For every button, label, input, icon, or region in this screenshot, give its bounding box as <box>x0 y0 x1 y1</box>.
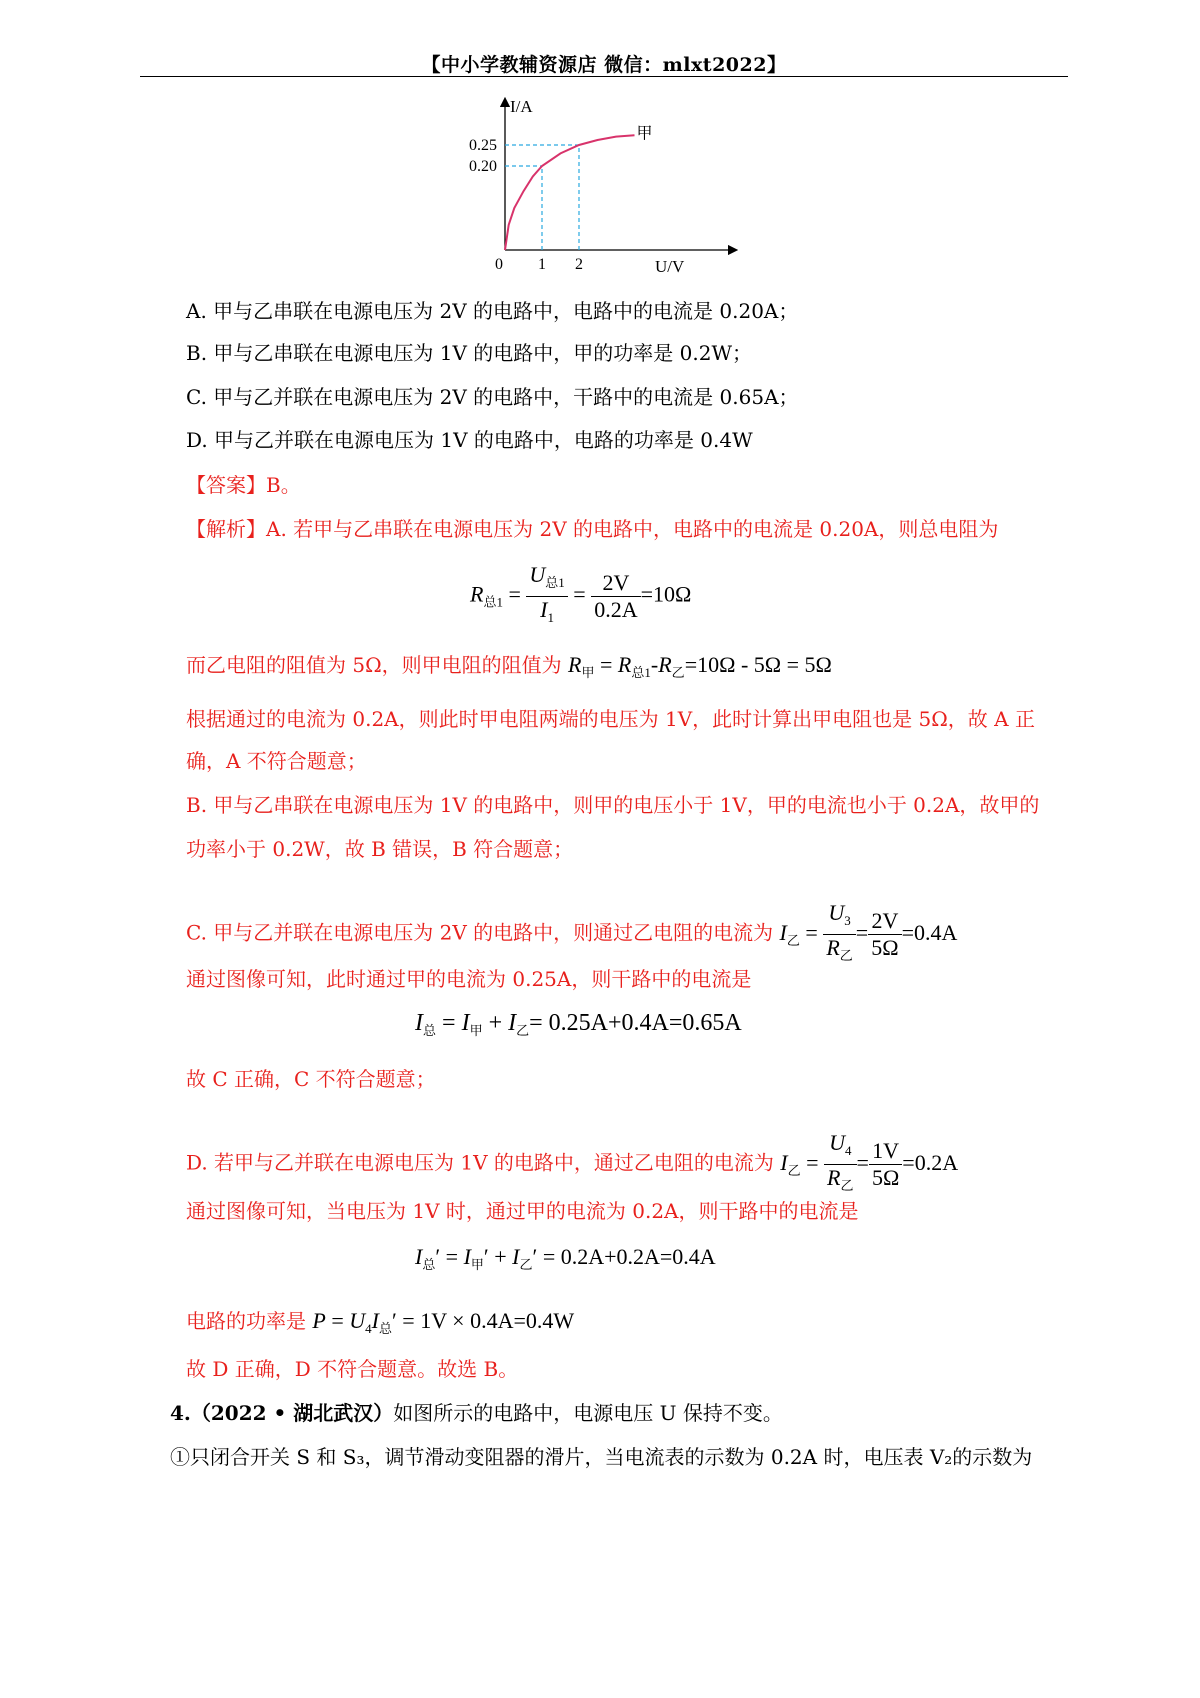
analysis-text: 电路的功率是 <box>186 1309 306 1333</box>
x-tick-label: 1 <box>538 256 546 273</box>
eq-sub: 甲 <box>470 1257 484 1272</box>
eq-symbol: U <box>349 1308 366 1333</box>
eq-value: =10Ω - 5Ω = 5Ω <box>684 652 832 677</box>
eq-value: = 1V × 0.4A=0.4W <box>402 1308 575 1333</box>
analysis-c-line3: 故 C 正确，C 不符合题意； <box>186 1067 436 1091</box>
eq-sub: 总1 <box>545 575 565 590</box>
equation-power: $P = U_4I_总' = 1V \times 0.4A=0.4W$ <box>312 1308 575 1336</box>
eq-sub: 总 <box>422 1257 436 1272</box>
y-tick-label: 0.20 <box>469 158 497 175</box>
analysis-b-line2: 功率小于 0.2W，故 B 错误，B 符合题意； <box>186 837 574 861</box>
eq-sub: 甲 <box>581 665 595 680</box>
x-axis-label: U/V <box>655 257 685 276</box>
eq-sub: 总 <box>378 1321 392 1336</box>
eq-symbol: I <box>780 1149 788 1175</box>
fraction <box>823 900 855 969</box>
analysis-text: D. 若甲与乙并联在电源电压为 1V 的电路中，通过乙电阻的电流为 <box>186 1150 774 1175</box>
eq-symbol: R <box>617 652 632 677</box>
eq-value: = 0.2A+0.2A=0.4A <box>542 1244 716 1269</box>
equation-total-current-c: $I_总 = I_甲 + I_乙= 0.25A+0.4A=0.65A$ <box>415 1010 742 1038</box>
eq-symbol: I <box>779 919 787 945</box>
fraction <box>869 1138 902 1191</box>
eq-symbol: R <box>470 581 484 607</box>
eq-value: =0.2A <box>902 1149 959 1175</box>
analysis-d-line4: 故 D 正确，D 不符合题意。故选 B。 <box>186 1357 519 1381</box>
eq-sub: 乙 <box>519 1257 533 1272</box>
option-c: C. 甲与乙并联在电源电压为 2V 的电路中，干路中的电流是 0.65A； <box>186 385 799 409</box>
eq-symbol: I <box>415 1244 423 1269</box>
analysis-a-line4: 确，A 不符合题意； <box>186 749 367 773</box>
eq-symbol: I <box>463 1244 471 1269</box>
analysis-label: 【解析】 <box>186 517 266 541</box>
guide-lines <box>505 145 579 250</box>
option-a: A. 甲与乙串联在电源电压为 2V 的电路中，电路中的电流是 0.20A； <box>186 299 799 323</box>
iu-chart <box>469 97 745 300</box>
question-4-line2: ①只闭合开关 S 和 S₃，调节滑动变阻器的滑片，当电流表的示数为 0.2A 时，电压表 V₂的示数为 <box>170 1445 1033 1469</box>
eq-symbol: I <box>508 1010 517 1036</box>
analysis-d-line3 <box>186 1308 574 1342</box>
fraction <box>824 1130 856 1199</box>
eq-symbol: U <box>829 1130 845 1155</box>
y-tick-label: 0.25 <box>469 137 497 154</box>
eq-value: 1V <box>869 1138 902 1165</box>
origin-label: 0 <box>495 256 503 273</box>
analysis-a-line3: 根据通过的电流为 0.2A，则此时甲电阻两端的电压为 1V，此时计算出甲电阻也是 5Ω，故 A 正 <box>186 707 1035 731</box>
equation-yi-current-c: $I_乙$ = $\frac{U_3}{R_乙}$ = $\frac{2V}{5\Omega}$ =0.4A <box>780 920 958 945</box>
eq-value: =0.4A <box>901 919 958 945</box>
analysis-c-line2: 通过图像可知，此时通过甲的电流为 0.25A，则干路中的电流是 <box>186 967 752 991</box>
eq-symbol: I <box>461 1010 470 1036</box>
eq-symbol: I <box>415 1010 423 1036</box>
header-rule <box>140 76 1068 77</box>
analysis-d-line1 <box>186 1130 958 1199</box>
eq-value: 2V <box>591 570 640 597</box>
eq-value: 5Ω <box>871 935 899 960</box>
eq-symbol: P <box>312 1308 326 1333</box>
eq-value: 0.2A <box>594 597 638 622</box>
analysis-a-line2 <box>186 652 832 686</box>
eq-value: 2V <box>868 908 901 935</box>
fraction <box>868 908 901 961</box>
eq-sub: 乙 <box>786 932 800 948</box>
eq-sub: 甲 <box>469 1023 483 1038</box>
eq-symbol: I <box>371 1308 379 1333</box>
eq-sub: 总 <box>423 1023 437 1038</box>
eq-symbol: I <box>540 597 548 622</box>
analysis-c-line1 <box>186 900 957 969</box>
eq-symbol: R <box>826 935 840 960</box>
eq-symbol: U <box>828 900 845 925</box>
question-text: 如图所示的电路中，电源电压 U 保持不变。 <box>393 1401 783 1425</box>
analysis-text: 而乙电阻的阻值为 5Ω，则甲电阻的阻值为 <box>186 653 562 677</box>
fraction <box>591 570 640 623</box>
analysis-a-text: A. 若甲与乙串联在电源电压为 2V 的电路中，电路中的电流是 0.20A，则总电阻为 <box>266 517 999 541</box>
eq-symbol: R <box>827 1165 841 1190</box>
option-b: B. 甲与乙串联在电源电压为 1V 的电路中，甲的功率是 0.2W； <box>186 341 753 365</box>
eq-sub: 4 <box>365 1321 372 1336</box>
eq-symbol: I <box>512 1244 520 1269</box>
eq-sub: 3 <box>844 913 851 928</box>
eq-sub: 1 <box>547 610 554 625</box>
answer: 【答案】B。 <box>186 473 301 497</box>
analysis-d-line2: 通过图像可知，当电压为 1V 时，通过甲的电流为 0.2A，则干路中的电流是 <box>186 1199 859 1223</box>
option-d: D. 甲与乙并联在电源电压为 1V 的电路中，电路的功率是 0.4W <box>186 428 753 452</box>
analysis-text: C. 甲与乙并联在电源电压为 2V 的电路中，则通过乙电阻的电流为 <box>186 920 774 945</box>
equation-jia-resistance: $R_甲 = R_{总1}-R_乙=10\Omega - 5\Omega = 5\Omega$ <box>568 652 832 680</box>
eq-value: =10Ω <box>640 581 692 607</box>
eq-sub: 乙 <box>516 1023 530 1038</box>
eq-sub: 总1 <box>483 594 503 610</box>
eq-sub: 乙 <box>787 1162 801 1178</box>
eq-symbol: U <box>529 562 546 587</box>
eq-sub: 总1 <box>631 665 651 680</box>
eq-symbol: R <box>568 652 582 677</box>
equation-yi-current-d: $I_乙$ = $\frac{U_4}{R_乙}$ = $\frac{1V}{5\Omega}$ =0.2A <box>780 1150 958 1175</box>
y-axis-label: I/A <box>510 97 533 116</box>
question-source: 4.（2022 • 湖北武汉） <box>170 1401 394 1425</box>
x-tick-label: 2 <box>575 256 583 273</box>
curve-label: 甲 <box>636 125 653 143</box>
question-4-head <box>170 1400 783 1426</box>
eq-sub: 4 <box>844 1143 852 1158</box>
curve-jia <box>505 135 635 250</box>
eq-symbol: R <box>658 652 672 677</box>
page-header: 【中小学教辅资源店 微信：mlxt2022】 <box>421 54 787 76</box>
eq-sub: 乙 <box>840 1178 854 1193</box>
fraction <box>526 562 567 631</box>
equation-total-current-d: $I_总' = I_甲' + I_乙' = 0.2A+0.2A=0.4A$ <box>415 1244 716 1272</box>
eq-value: = 0.25A+0.4A=0.65A <box>529 1010 742 1036</box>
eq-sub: 乙 <box>671 665 685 680</box>
eq-value: 5Ω <box>871 1165 900 1190</box>
equation-total-resistance: $R_{总1}$ = $\frac{U_{总1}}{I_1}$ = $\frac{2V}{0.2A}$ =10Ω <box>470 562 691 631</box>
eq-sub: 乙 <box>839 948 853 963</box>
analysis-a-line1 <box>186 516 998 542</box>
analysis-b-line1: B. 甲与乙串联在电源电压为 1V 的电路中，则甲的电压小于 1V，甲的电流也小于 0.2A，故甲的 <box>186 793 1040 817</box>
